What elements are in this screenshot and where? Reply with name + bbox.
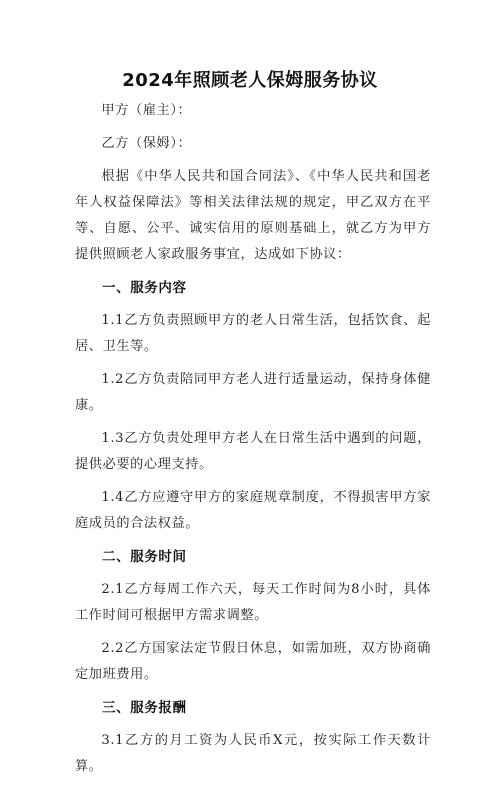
clause: 1.4乙方应遵守甲方的家庭规章制度，不得损害甲方家庭成员的合法权益。 <box>75 490 431 531</box>
document-body <box>75 98 431 787</box>
intro-paragraph: 根据《中华人民共和国合同法》、《中华人民共和国老年人权益保障法》等相关法律法规的规定，甲乙双方在平等、自愿、公平、诚实信用的原则基础上，就乙方为甲方提供照顾老人家政服务事宜，达成如下协议： <box>75 169 431 262</box>
clause: 2.1乙方每周工作六天，每天工作时间为8小时，具体工作时间可根据甲方需求调整。 <box>75 582 431 623</box>
party-b-line: 乙方（保姆）： <box>101 136 192 151</box>
section-heading: 一、服务内容 <box>102 280 187 296</box>
clause: 3.1乙方的月工资为人民币X元，按实际工作天数计算。 <box>75 733 431 774</box>
section-heading: 二、服务时间 <box>102 549 187 565</box>
clause: 1.1乙方负责照顾甲方的老人日常生活，包括饮食、起居、卫生等。 <box>75 313 431 354</box>
clause: 2.2乙方国家法定节假日休息，如需加班，双方协商确定加班费用。 <box>75 641 431 682</box>
party-a-line: 甲方（雇主）： <box>101 103 192 118</box>
clause: 1.3乙方负责处理甲方老人在日常生活中遇到的问题，提供必要的心理支持。 <box>75 431 431 472</box>
clause: 1.2乙方负责陪同甲方老人进行适量运动，保持身体健康。 <box>75 372 431 413</box>
section-heading: 三、服务报酬 <box>102 700 187 716</box>
document-title: 2024年照顾老人保姆服务协议 <box>122 70 378 91</box>
